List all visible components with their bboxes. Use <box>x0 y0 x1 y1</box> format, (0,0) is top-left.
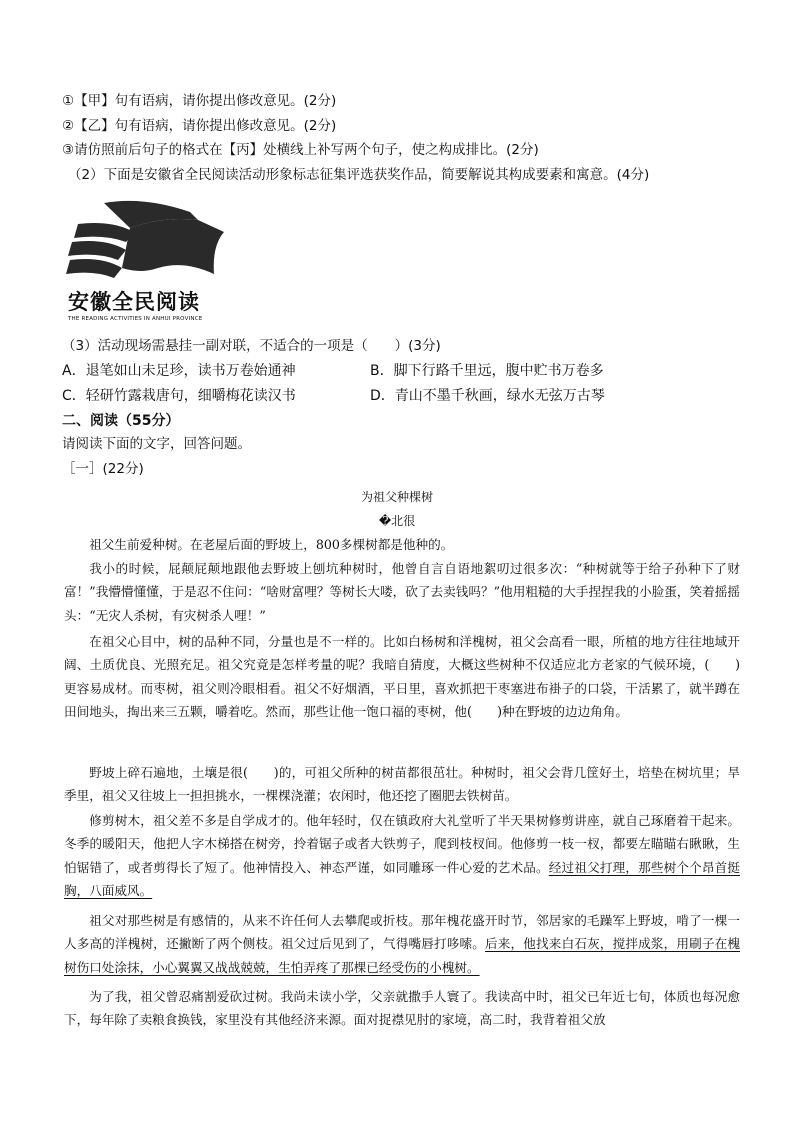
option-c: C．轻研竹露栽唐句，细嚼梅花读汉书 <box>62 388 296 404</box>
article-paragraph-3: 在祖父心目中，树的品种不同，分量也是不一样的。比如白杨树和洋槐树，祖父会高看一眼，所植的地方往往地域开阔、土质优良、光照充足。祖父究竟是怎样考量的呢？我暗自猜度，大概这些树种不仅适应北方老家的气候环境，( )更容易成材。而枣树，祖父则冷眼相看。祖父不好烟酒，平日里，喜欢抓把干枣塞进布褂子的口袋，干活累了，就半蹲在田间地头，掏出来三五颗，嚼着吃。然而，那些让他一饱口福的枣树，他( )种在野坡的边边角角。 <box>64 634 740 720</box>
article-paragraph-1: 祖父生前爱种树。在老屋后面的野坡上，800多棵树都是他种的。 <box>89 537 454 552</box>
section-instruction: 请阅读下面的文字，回答问题。 <box>62 436 251 452</box>
paragraph-5-text: 修剪树木，祖父差不多是自学成才的。他年轻时，仅在镇政府大礼堂听了半天果树修剪讲座，就自己琢磨着干起来。冬季的暖阳天，他把人字木梯搭在树旁，拎着锯子或者大铁剪子，爬到枝杈间。他修剪一枝一杈，都要左瞄瞄右瞅瞅，生怕锯错了，或者剪得长了短了。他神情投入、神态严谨，如同雕琢一件心爱的艺术品。 <box>64 813 740 875</box>
section-title: 二、阅读（55分） <box>62 413 180 429</box>
article-paragraph-2: 我小的时候，屁颠屁颠地跟他去野坡上刨坑种树时，他曾自言自语地絮叨过很多次：“种树就等于给子孙种下了财富！”我懵懵懂懂，于是忍不住问：“啥财富哩？等树长大喽，砍了去卖钱吗？”他用粗糙的大手捏捏我的小脸蛋，笑着摇摇头：“无灾人杀树，有灾树杀人哩！” <box>64 561 740 623</box>
question-4: （2）下面是安徽省全民阅读活动形象标志征集评选获奖作品，简要解说其构成要素和寓意。(4分) <box>68 167 650 183</box>
article-paragraph-4: 野坡上碎石遍地，土壤是很( )的，可祖父所种的树苗都很茁壮。种树时，祖父会背几筐好土，培垫在树坑里；旱季里，祖父又往坡上一担担挑水，一棵棵浇灌；农闲时，他还挖了圈肥去铁树苗。 <box>64 765 740 804</box>
logo-chinese-text: 安徽全民阅读 <box>68 289 200 314</box>
question-1: ①【甲】句有语病，请你提出修改意见。(2分) <box>62 93 337 109</box>
question-5-stem: （3）活动现场需悬挂一副对联，不适合的一项是（ ）(3分) <box>62 338 441 354</box>
question-2: ②【乙】句有语病，请你提出修改意见。(2分) <box>62 118 337 134</box>
paragraph-6-text: 祖父对那些树是有感情的，从来不许任何人去攀爬或折枝。那年槐花盛开时节，邻居家的毛躁军上野坡，啃了一棵一人多高的洋槐树，还撇断了两个侧枝。祖父过后见到了，气得嘴唇打哆嗦。 <box>64 913 740 952</box>
logo-english-text: THE READING ACTIVITIES IN ANHUI PROVINCE <box>68 316 203 322</box>
section-part-label: ［一］(22分) <box>62 461 144 477</box>
article-author: �北很 <box>378 514 416 528</box>
question-3: ③请仿照前后句子的格式在【丙】处横线上补写两个句子，使之构成排比。(2分) <box>62 142 539 158</box>
paragraph-5-underlined: 经过祖父打理，那些树个个昂首挺胸，八面威风。 <box>64 859 740 899</box>
article-paragraph-6 <box>64 909 740 979</box>
article-paragraph-5 <box>64 809 740 903</box>
article-title: 为祖父种棵树 <box>360 490 433 504</box>
option-a: A．退笔如山未足珍，读书万卷始通神 <box>62 363 296 379</box>
paragraph-6-underlined: 后来，他找来白石灰，搅拌成浆，用刷子在槐树伤口处涂抹，小心翼翼又战战兢兢，生怕弄疼了那棵已经受伤的小槐树。 <box>64 936 741 975</box>
option-d: D．青山不墨千秋画，绿水无弦万古琴 <box>370 388 605 404</box>
article-paragraph-7: 为了我，祖父曾忍痛割爱砍过树。我尚未读小学，父亲就撒手人寰了。我读高中时，祖父已年近七旬，体质也每况愈下，每年除了卖粮食换钱，家里没有其他经济来源。面对捉襟见肘的家境，高二时，我背着祖父放 <box>64 989 740 1028</box>
option-b: B．脚下行路千里远，腹中贮书万卷多 <box>370 363 604 379</box>
